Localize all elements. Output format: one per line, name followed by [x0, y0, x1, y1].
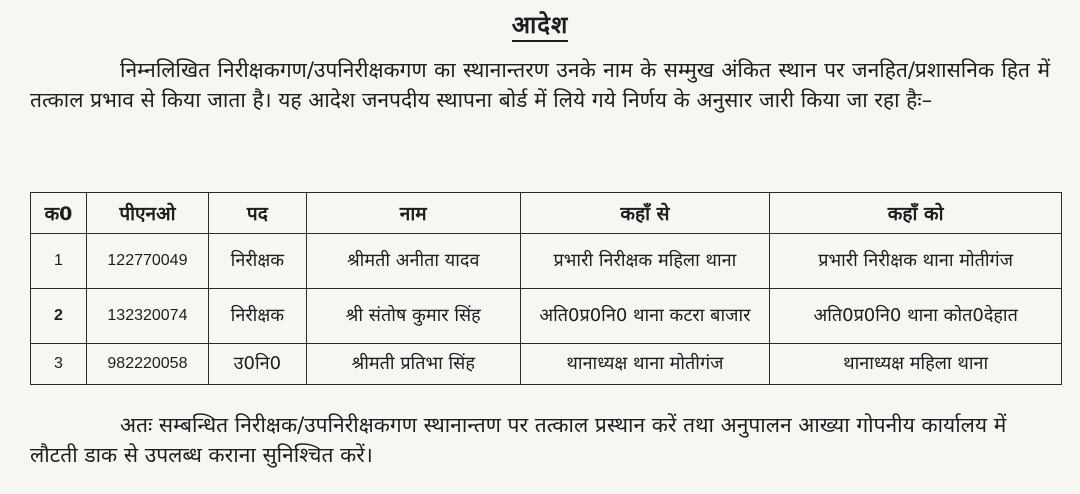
header-sno: क0	[31, 193, 87, 234]
cell-post: निरीक्षक	[208, 234, 306, 289]
cell-pno: 132320074	[86, 289, 208, 344]
cell-from: थानाध्यक्ष थाना मोतीगंज	[520, 344, 770, 385]
cell-to: प्रभारी निरीक्षक थाना मोतीगंज	[770, 234, 1062, 289]
cell-pno: 122770049	[86, 234, 208, 289]
table-row	[31, 344, 1062, 385]
transfer-table	[30, 192, 1062, 385]
header-from: कहाँ से	[520, 193, 770, 234]
header-name: नाम	[306, 193, 520, 234]
cell-sno: 3	[31, 344, 87, 385]
table-row	[31, 289, 1062, 344]
cell-to: थानाध्यक्ष महिला थाना	[770, 344, 1062, 385]
cell-post: निरीक्षक	[208, 289, 306, 344]
cell-sno: 2	[31, 289, 87, 344]
table-header-row	[31, 193, 1062, 234]
document-title-text: आदेश	[512, 11, 569, 42]
cell-from: प्रभारी निरीक्षक महिला थाना	[520, 234, 770, 289]
cell-from: अति0प्र0नि0 थाना कटरा बाजार	[520, 289, 770, 344]
cell-name: श्रीमती प्रतिभा सिंह	[306, 344, 520, 385]
cell-name: श्री संतोष कुमार सिंह	[306, 289, 520, 344]
cell-post: उ0नि0	[208, 344, 306, 385]
cell-sno: 1	[31, 234, 87, 289]
cell-name: श्रीमती अनीता यादव	[306, 234, 520, 289]
closing-paragraph: अतः सम्बन्धित निरीक्षक/उपनिरीक्षकगण स्थानान्तण पर तत्काल प्रस्थान करें तथा अनुपालन आख्या गोपनीय कार्यालय में लौटती डाक से उपलब्ध कराना सुनिश्चित करें।	[30, 413, 1007, 467]
header-to: कहाँ को	[770, 193, 1062, 234]
intro-paragraph: निम्नलिखित निरीक्षकगण/उपनिरीक्षकगण का स्थानान्तरण उनके नाम के सम्मुख अंकित स्थान पर जनहित/प्रशासनिक हित में तत्काल प्रभाव से किया जाता है। यह आदेश जनपदीय स्थापना बोर्ड में लिये गये निर्णय के अनुसार जारी किया जा रहा हैः–	[30, 58, 1050, 112]
header-pno: पीएनओ	[86, 193, 208, 234]
header-post: पद	[208, 193, 306, 234]
table-row	[31, 234, 1062, 289]
document-title	[0, 8, 1080, 41]
cell-to: अति0प्र0नि0 थाना कोत0देहात	[770, 289, 1062, 344]
cell-pno: 982220058	[86, 344, 208, 385]
